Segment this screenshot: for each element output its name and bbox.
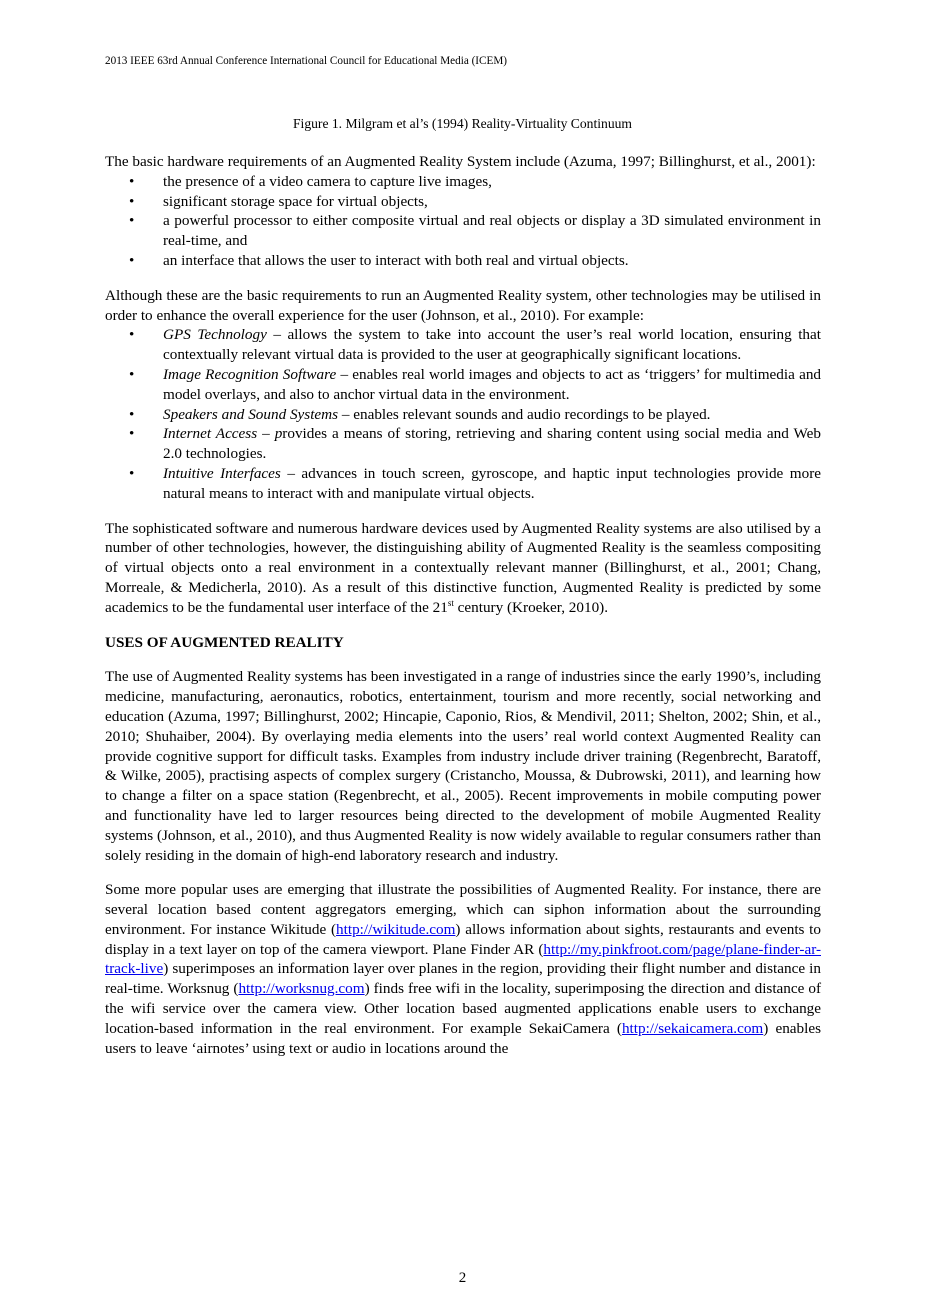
bullet-icon: • xyxy=(129,192,135,210)
list-item: • an interface that allows the user to interact with both real and virtual objects. xyxy=(129,251,629,269)
bullet-icon: • xyxy=(129,251,135,269)
paragraph-other-technologies: Although these are the basic requirements to run an Augmented Reality system, other technologies may be utilised in order to enhance the overall experience for the user (Johnson, et al., 2010). For example: xyxy=(105,286,821,324)
link-plane-finder[interactable]: http://my.pinkfroot.com/page/plane-finder-ar-track-live xyxy=(105,940,821,978)
term: GPS Technology xyxy=(163,326,267,344)
bullet-icon: • xyxy=(129,425,135,443)
figure-caption: Figure 1. Milgram et al’s (1994) Reality-Virtuality Continuum xyxy=(293,116,632,131)
page-number: 2 xyxy=(458,1270,467,1286)
paragraph-uses: The use of Augmented Reality systems has been investigated in a range of industries since the early 1990’s, including medicine, manufacturing, aeronautics, robotics, entertainment, tourism and more recently, social networking and education (Azuma, 1997; Billinghurst, 2002; Hincapie, Caponio, Rios, & Mendivil, 2011; Shelton, 2002; Shin, et al., 2010; Shuhaiber, 2004). By overlaying media elements into the users’ real world context Augmented Reality can provide cognitive support for difficult tasks. Examples from industry include driver training (Regenbrecht, Baratoff, & Wilke, 2005), practising aspects of complex surgery (Cristancho, Moussa, & Dubrowski, 2011), and learning how to change a filter on a space station (Regenbrecht, et al., 2005). Recent improvements in mobile computing power and functionality have led to larger resources being directed to the development of mobile Augmented Reality systems (Johnson, et al., 2010), and thus Augmented Reality is now widely available to regular consumers rather than solely residing in the domain of high-end laboratory research and industry. xyxy=(105,668,821,864)
bullet-icon: • xyxy=(129,172,135,190)
term: Internet Access – p xyxy=(163,425,283,443)
list-item: • Internet Access – provides a means of storing, retrieving and sharing content using social media and Web 2.0 technologies. xyxy=(129,425,821,463)
bullet-icon: • xyxy=(129,212,135,230)
bullet-icon: • xyxy=(129,405,135,423)
list-item: • Image Recognition Software – enables real world images and objects to act as ‘triggers’ for multimedia and model overlays, and also to anchor virtual data in the environment. xyxy=(129,365,822,403)
bullet-icon: • xyxy=(129,326,135,344)
paragraph-distinguishing-ability: The sophisticated software and numerous hardware devices used by Augmented Reality systems are also utilised by a number of other technologies, however, the distinguishing ability of Augmented Reality is the seamless compositing of virtual objects onto a real environment in a contextually relevant manner (Billinghurst, et al., 2001; Chang, Morreale, & Medicherla, 2010). As a result of this distinctive function, Augmented Reality is predicted by some academics to be the fundamental user interface of the 21st century (Kroeker, 2010). xyxy=(105,519,821,616)
technologies-list xyxy=(105,325,821,503)
term: Image Recognition Software xyxy=(163,365,337,383)
list-item: • significant storage space for virtual objects, xyxy=(129,192,428,210)
term: Speakers and Sound Systems xyxy=(163,405,339,423)
hardware-list xyxy=(105,172,821,271)
list-item: • the presence of a video camera to capture live images, xyxy=(129,172,492,190)
bullet-icon: • xyxy=(129,365,135,383)
list-item: • a powerful processor to either composite virtual and real objects or display a 3D simulated environment in real-time, and xyxy=(129,212,821,250)
list-item: • GPS Technology – allows the system to take into account the user’s real world location, ensuring that contextually relevant virtual data is provided to the user at geographically significant locations. xyxy=(129,326,821,364)
link-sekaicamera[interactable]: http://sekaicamera.com xyxy=(621,1019,764,1037)
list-item: • Speakers and Sound Systems – enables relevant sounds and audio recordings to be played. xyxy=(129,405,711,423)
link-wikitude[interactable]: http://wikitude.com xyxy=(336,920,456,938)
body-text xyxy=(105,152,821,1058)
term: Intuitive Interfaces xyxy=(163,464,281,482)
paragraph-popular-uses: Some more popular uses are emerging that illustrate the possibilities of Augmented Reality. For instance, there are several location based content aggregators emerging, which can siphon information about the surrounding environment. For instance Wikitude (http://wikitude.com) allows information about sights, restaurants and events to display in a text layer on top of the camera viewport. Plane Finder AR (http://my.pinkfroot.com/page/plane-finder-ar-track-live) superimposes an information layer over planes in the region, providing their flight number and distance in real-time. Worksnug (http://worksnug.com) finds free wifi in the locality, superimposing the direction and distance of the wifi service over the camera view. Other location based augmented applications enable users to exchange location-based information in the real environment. For example SekaiCamera (http://sekaicamera.com) enables users to leave ‘airnotes’ using text or audio in locations around the xyxy=(105,881,821,1057)
running-head: 2013 IEEE 63rd Annual Conference International Council for Educational Media (ICEM) xyxy=(105,55,508,67)
section-heading: USES OF AUGMENTED REALITY xyxy=(105,633,344,651)
link-worksnug[interactable]: http://worksnug.com xyxy=(238,980,365,998)
paragraph-hardware-requirements: The basic hardware requirements of an Augmented Reality System include (Azuma, 1997; Billinghurst, et al., 2001): xyxy=(105,153,816,170)
bullet-icon: • xyxy=(129,464,135,482)
list-item: • Intuitive Interfaces – advances in touch screen, gyroscope, and haptic input technologies provide more natural means to interact with and manipulate virtual objects. xyxy=(129,464,822,502)
